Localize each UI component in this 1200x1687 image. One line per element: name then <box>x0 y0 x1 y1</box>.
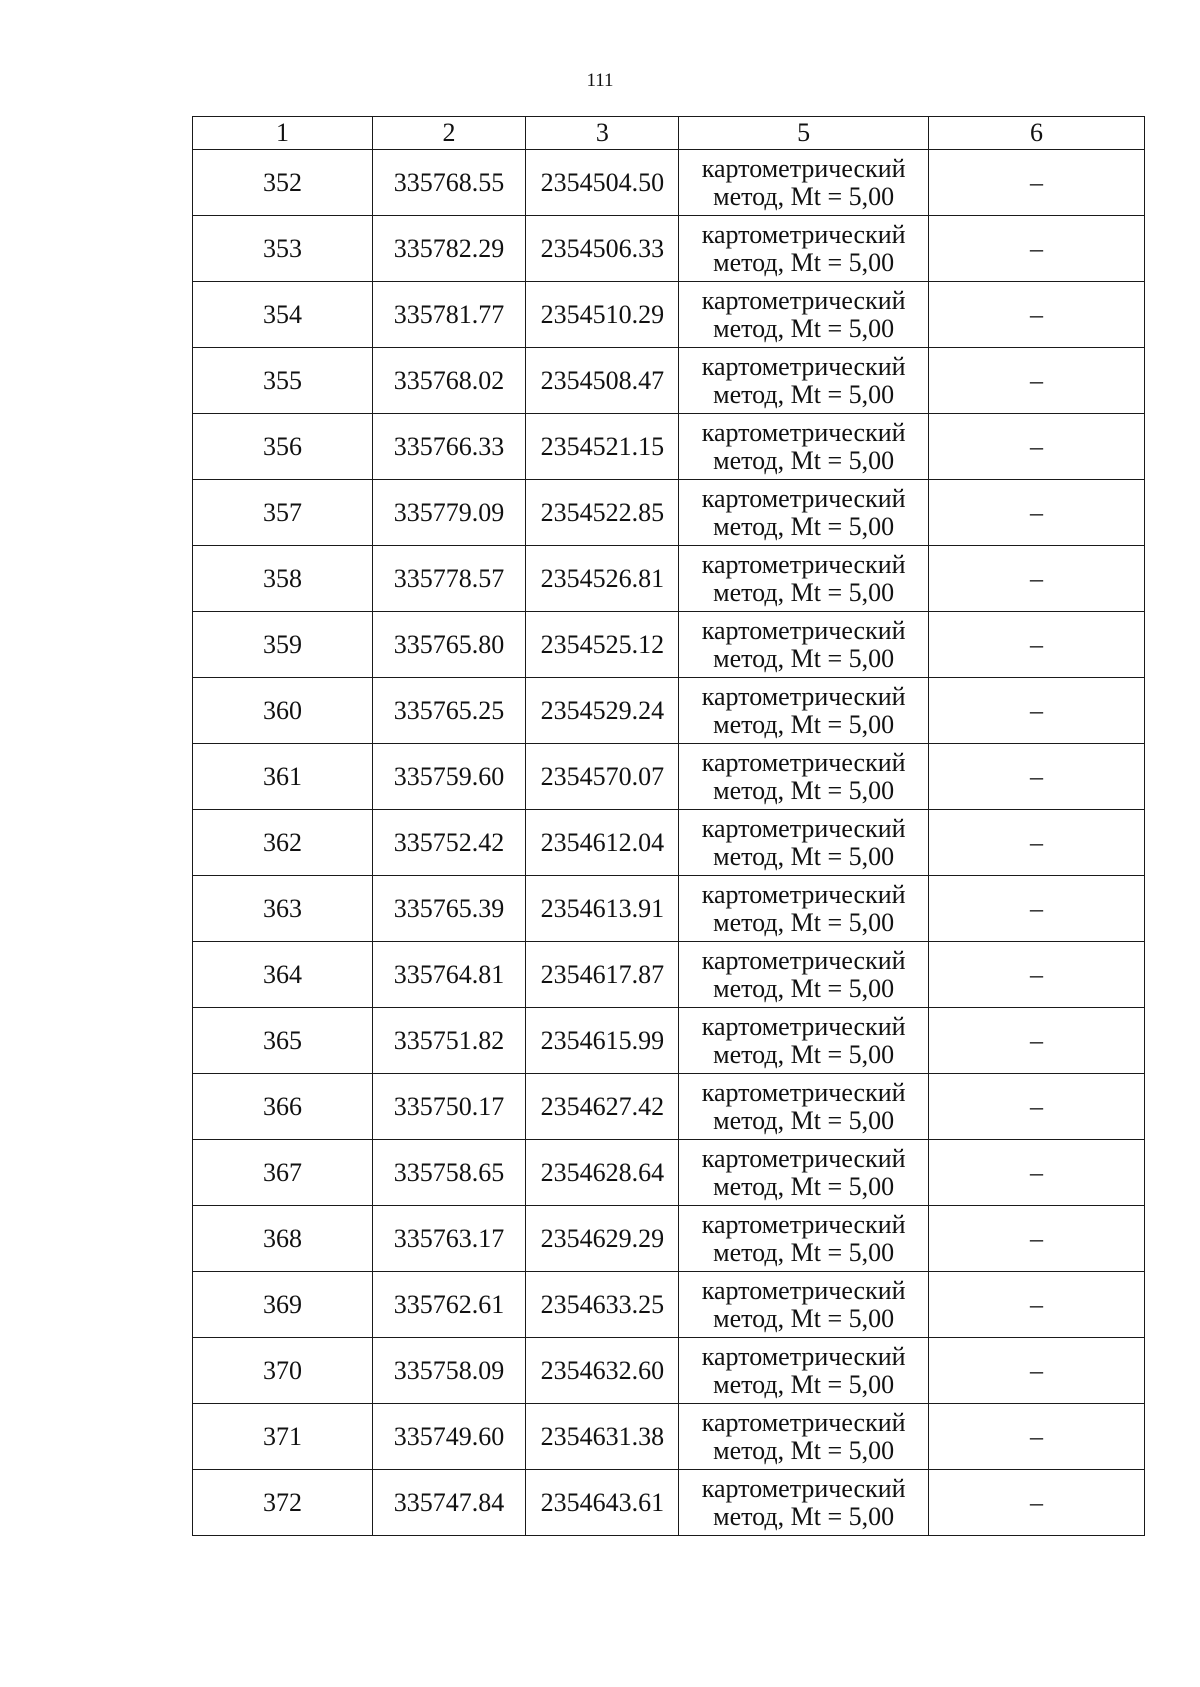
x-coordinate-cell: 335768.02 <box>372 348 525 414</box>
column-6-cell: – <box>928 744 1144 810</box>
x-coordinate-cell: 335749.60 <box>372 1404 525 1470</box>
table-row <box>193 546 1145 612</box>
method-cell <box>679 282 928 348</box>
y-coordinate-cell: 2354629.29 <box>526 1206 679 1272</box>
method-line-2: метод, Mt = 5,00 <box>713 643 895 673</box>
column-6-cell: – <box>928 1338 1144 1404</box>
x-coordinate-cell: 335765.80 <box>372 612 525 678</box>
method-cell <box>679 348 928 414</box>
column-6-cell: – <box>928 1008 1144 1074</box>
table-row <box>193 1338 1145 1404</box>
column-6-cell: – <box>928 480 1144 546</box>
y-coordinate-cell: 2354631.38 <box>526 1404 679 1470</box>
method-line-2: метод, Mt = 5,00 <box>713 775 895 805</box>
method-line-2: метод, Mt = 5,00 <box>713 1435 895 1465</box>
method-cell <box>679 546 928 612</box>
method-cell <box>679 810 928 876</box>
y-coordinate-cell: 2354617.87 <box>526 942 679 1008</box>
table-row <box>193 216 1145 282</box>
table-row <box>193 678 1145 744</box>
y-coordinate-cell: 2354506.33 <box>526 216 679 282</box>
method-line-2: метод, Mt = 5,00 <box>713 379 895 409</box>
column-6-cell: – <box>928 348 1144 414</box>
table-row <box>193 1470 1145 1536</box>
table-row <box>193 1206 1145 1272</box>
y-coordinate-cell: 2354632.60 <box>526 1338 679 1404</box>
y-coordinate-cell: 2354612.04 <box>526 810 679 876</box>
method-cell <box>679 744 928 810</box>
method-line-2: метод, Mt = 5,00 <box>713 709 895 739</box>
method-line-2: метод, Mt = 5,00 <box>713 445 895 475</box>
column-6-cell: – <box>928 678 1144 744</box>
y-coordinate-cell: 2354510.29 <box>526 282 679 348</box>
method-cell <box>679 612 928 678</box>
x-coordinate-cell: 335747.84 <box>372 1470 525 1536</box>
method-cell <box>679 1074 928 1140</box>
x-coordinate-cell: 335779.09 <box>372 480 525 546</box>
column-6-cell: – <box>928 1206 1144 1272</box>
column-6-cell: – <box>928 612 1144 678</box>
point-number-cell: 365 <box>193 1008 373 1074</box>
column-6-cell: – <box>928 942 1144 1008</box>
method-line-2: метод, Mt = 5,00 <box>713 1171 895 1201</box>
method-cell <box>679 1470 928 1536</box>
point-number-cell: 371 <box>193 1404 373 1470</box>
y-coordinate-cell: 2354504.50 <box>526 150 679 216</box>
y-coordinate-cell: 2354526.81 <box>526 546 679 612</box>
y-coordinate-cell: 2354633.25 <box>526 1272 679 1338</box>
y-coordinate-cell: 2354529.24 <box>526 678 679 744</box>
y-coordinate-cell: 2354525.12 <box>526 612 679 678</box>
y-coordinate-cell: 2354521.15 <box>526 414 679 480</box>
point-number-cell: 366 <box>193 1074 373 1140</box>
column-6-cell: – <box>928 1272 1144 1338</box>
method-line-1: картометрический <box>701 418 906 448</box>
point-number-cell: 372 <box>193 1470 373 1536</box>
method-line-1: картометрический <box>701 1012 906 1042</box>
method-line-1: картометрический <box>701 220 906 250</box>
y-coordinate-cell: 2354613.91 <box>526 876 679 942</box>
table-row <box>193 1140 1145 1206</box>
method-line-2: метод, Mt = 5,00 <box>713 181 895 211</box>
y-coordinate-cell: 2354615.99 <box>526 1008 679 1074</box>
column-6-cell: – <box>928 414 1144 480</box>
point-number-cell: 353 <box>193 216 373 282</box>
method-line-1: картометрический <box>701 1078 906 1108</box>
method-line-2: метод, Mt = 5,00 <box>713 1237 895 1267</box>
point-number-cell: 358 <box>193 546 373 612</box>
column-header-5: 5 <box>679 117 928 150</box>
x-coordinate-cell: 335778.57 <box>372 546 525 612</box>
x-coordinate-cell: 335758.65 <box>372 1140 525 1206</box>
table-row <box>193 348 1145 414</box>
point-number-cell: 352 <box>193 150 373 216</box>
column-6-cell: – <box>928 810 1144 876</box>
table-row <box>193 150 1145 216</box>
table-row <box>193 1008 1145 1074</box>
table-row <box>193 1272 1145 1338</box>
point-number-cell: 364 <box>193 942 373 1008</box>
method-line-1: картометрический <box>701 1210 906 1240</box>
table-body <box>193 150 1145 1536</box>
point-number-cell: 355 <box>193 348 373 414</box>
table-row <box>193 744 1145 810</box>
column-6-cell: – <box>928 1404 1144 1470</box>
table-header <box>193 117 1145 150</box>
method-cell <box>679 1206 928 1272</box>
point-number-cell: 356 <box>193 414 373 480</box>
method-line-2: метод, Mt = 5,00 <box>713 841 895 871</box>
x-coordinate-cell: 335758.09 <box>372 1338 525 1404</box>
table-row <box>193 876 1145 942</box>
column-header-2: 2 <box>372 117 525 150</box>
method-line-1: картометрический <box>701 880 906 910</box>
point-number-cell: 362 <box>193 810 373 876</box>
method-cell <box>679 480 928 546</box>
method-line-2: метод, Mt = 5,00 <box>713 313 895 343</box>
method-line-1: картометрический <box>701 1474 906 1504</box>
method-cell <box>679 150 928 216</box>
method-line-1: картометрический <box>701 352 906 382</box>
method-cell <box>679 1338 928 1404</box>
x-coordinate-cell: 335750.17 <box>372 1074 525 1140</box>
column-6-cell: – <box>928 150 1144 216</box>
column-header-1: 1 <box>193 117 373 150</box>
method-line-1: картометрический <box>701 286 906 316</box>
column-header-6: 6 <box>928 117 1144 150</box>
table-row <box>193 612 1145 678</box>
table-row <box>193 480 1145 546</box>
method-cell <box>679 1008 928 1074</box>
method-line-2: метод, Mt = 5,00 <box>713 1303 895 1333</box>
method-cell <box>679 216 928 282</box>
point-number-cell: 370 <box>193 1338 373 1404</box>
y-coordinate-cell: 2354508.47 <box>526 348 679 414</box>
column-6-cell: – <box>928 1074 1144 1140</box>
method-cell <box>679 414 928 480</box>
method-cell <box>679 942 928 1008</box>
page-number: 111 <box>586 70 614 91</box>
method-cell <box>679 1272 928 1338</box>
method-cell <box>679 678 928 744</box>
point-number-cell: 360 <box>193 678 373 744</box>
method-line-2: метод, Mt = 5,00 <box>713 1039 895 1069</box>
column-6-cell: – <box>928 216 1144 282</box>
method-line-2: метод, Mt = 5,00 <box>713 973 895 1003</box>
x-coordinate-cell: 335765.25 <box>372 678 525 744</box>
y-coordinate-cell: 2354628.64 <box>526 1140 679 1206</box>
header-row <box>193 117 1145 150</box>
method-line-1: картометрический <box>701 748 906 778</box>
y-coordinate-cell: 2354522.85 <box>526 480 679 546</box>
column-header-3: 3 <box>526 117 679 150</box>
coordinates-table <box>192 116 1145 1536</box>
method-cell <box>679 876 928 942</box>
method-line-1: картометрический <box>701 616 906 646</box>
column-6-cell: – <box>928 282 1144 348</box>
column-6-cell: – <box>928 876 1144 942</box>
column-6-cell: – <box>928 1140 1144 1206</box>
method-line-1: картометрический <box>701 1144 906 1174</box>
method-line-1: картометрический <box>701 1408 906 1438</box>
x-coordinate-cell: 335763.17 <box>372 1206 525 1272</box>
method-line-1: картометрический <box>701 946 906 976</box>
y-coordinate-cell: 2354627.42 <box>526 1074 679 1140</box>
x-coordinate-cell: 335765.39 <box>372 876 525 942</box>
point-number-cell: 363 <box>193 876 373 942</box>
method-line-1: картометрический <box>701 814 906 844</box>
point-number-cell: 357 <box>193 480 373 546</box>
point-number-cell: 354 <box>193 282 373 348</box>
point-number-cell: 359 <box>193 612 373 678</box>
x-coordinate-cell: 335751.82 <box>372 1008 525 1074</box>
table-row <box>193 414 1145 480</box>
method-line-2: метод, Mt = 5,00 <box>713 1369 895 1399</box>
x-coordinate-cell: 335781.77 <box>372 282 525 348</box>
column-6-cell: – <box>928 1470 1144 1536</box>
method-cell <box>679 1404 928 1470</box>
x-coordinate-cell: 335768.55 <box>372 150 525 216</box>
x-coordinate-cell: 335752.42 <box>372 810 525 876</box>
method-line-1: картометрический <box>701 550 906 580</box>
point-number-cell: 369 <box>193 1272 373 1338</box>
method-line-1: картометрический <box>701 154 906 184</box>
method-line-1: картометрический <box>701 484 906 514</box>
table-row <box>193 810 1145 876</box>
x-coordinate-cell: 335764.81 <box>372 942 525 1008</box>
y-coordinate-cell: 2354570.07 <box>526 744 679 810</box>
x-coordinate-cell: 335766.33 <box>372 414 525 480</box>
column-6-cell: – <box>928 546 1144 612</box>
method-line-2: метод, Mt = 5,00 <box>713 1501 895 1531</box>
method-line-2: метод, Mt = 5,00 <box>713 511 895 541</box>
method-line-2: метод, Mt = 5,00 <box>713 577 895 607</box>
point-number-cell: 361 <box>193 744 373 810</box>
method-line-1: картометрический <box>701 1342 906 1372</box>
table-row <box>193 1404 1145 1470</box>
x-coordinate-cell: 335759.60 <box>372 744 525 810</box>
method-line-2: метод, Mt = 5,00 <box>713 1105 895 1135</box>
table-row <box>193 1074 1145 1140</box>
method-line-1: картометрический <box>701 682 906 712</box>
table-row <box>193 942 1145 1008</box>
method-cell <box>679 1140 928 1206</box>
method-line-2: метод, Mt = 5,00 <box>713 907 895 937</box>
method-line-1: картометрический <box>701 1276 906 1306</box>
table-row <box>193 282 1145 348</box>
point-number-cell: 367 <box>193 1140 373 1206</box>
method-line-2: метод, Mt = 5,00 <box>713 247 895 277</box>
x-coordinate-cell: 335762.61 <box>372 1272 525 1338</box>
point-number-cell: 368 <box>193 1206 373 1272</box>
x-coordinate-cell: 335782.29 <box>372 216 525 282</box>
y-coordinate-cell: 2354643.61 <box>526 1470 679 1536</box>
